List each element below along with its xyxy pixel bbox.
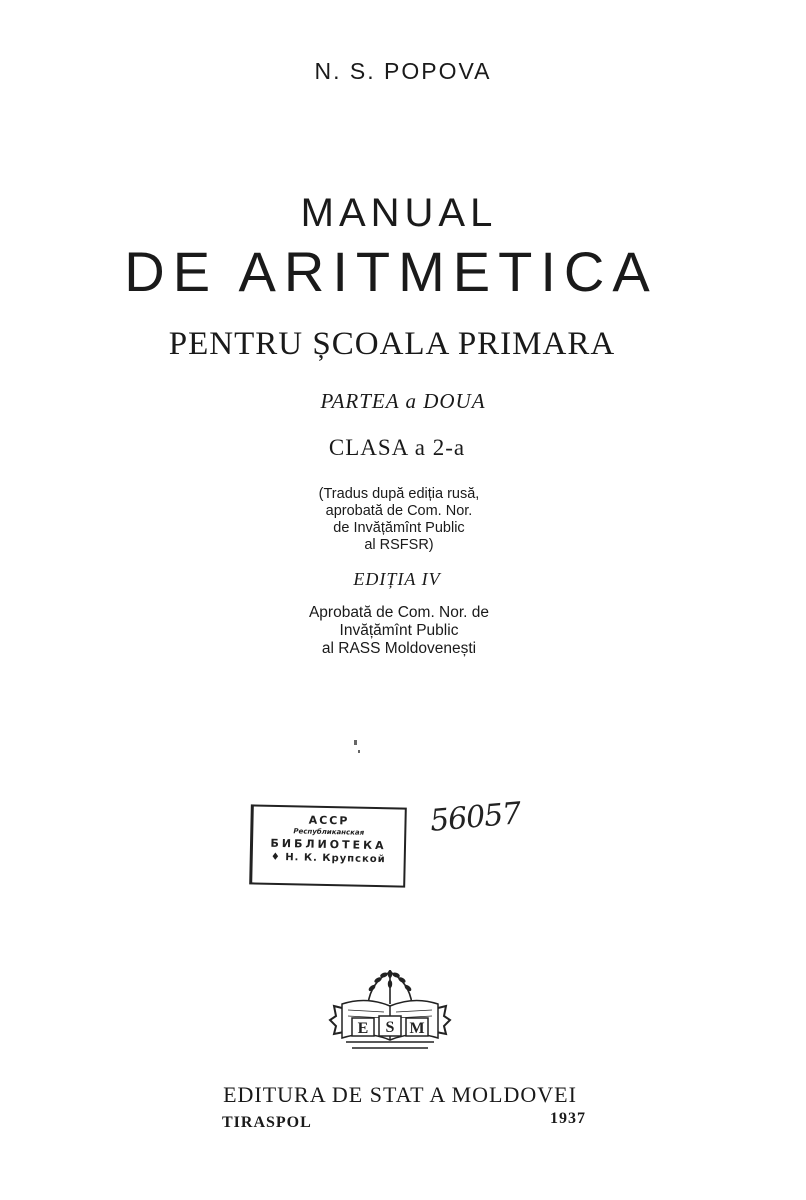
title-line-aritmetica: DE ARITMETICA [124, 240, 658, 303]
library-stamp [249, 804, 407, 887]
logo-letter-e: E [357, 1020, 369, 1037]
approval-note-line: Invățămînt Public [339, 622, 459, 639]
stamp-line: Республиканская [293, 827, 365, 837]
title-line-manual: MANUAL [300, 191, 498, 235]
approval-note [0, 604, 802, 658]
city-name: TIRASPOL [222, 1114, 312, 1131]
translation-note-line: aprobată de Com. Nor. [325, 503, 473, 519]
inventory-number: 56057 [428, 796, 522, 839]
part-label: PARTEA a DOUA [320, 389, 486, 413]
paper-speck [358, 750, 360, 753]
publisher-name: EDITURA DE STAT A MOLDOVEI [223, 1082, 577, 1107]
title-line-school: PENTRU ȘCOALA PRIMARA [168, 326, 616, 362]
stamp-line: АССР [308, 813, 350, 828]
translation-note-line: al RSFSR) [364, 537, 434, 553]
translation-note [0, 486, 802, 554]
approval-note-line: al RASS Moldovenești [321, 640, 477, 657]
approval-note-line: Aprobată de Com. Nor. de [308, 604, 490, 621]
stamp-line: БИБЛИОТЕКА [270, 836, 387, 853]
paper-speck [354, 740, 357, 745]
translation-note-line: de Invățămînt Public [333, 520, 465, 536]
publisher-logo [328, 964, 452, 1054]
author-name: N. S. POPOVA [314, 58, 492, 84]
publication-year: 1937 [550, 1110, 586, 1127]
edition-label: EDIȚIA IV [353, 569, 441, 589]
grade-label: CLASA a 2-a [328, 435, 466, 460]
translation-note-line: (Tradus după ediția rusă, [318, 486, 480, 502]
logo-letter-s: S [385, 1019, 395, 1036]
logo-letter-m: M [409, 1020, 425, 1037]
stamp-line: ♦ Н. К. Крупской [270, 851, 386, 866]
